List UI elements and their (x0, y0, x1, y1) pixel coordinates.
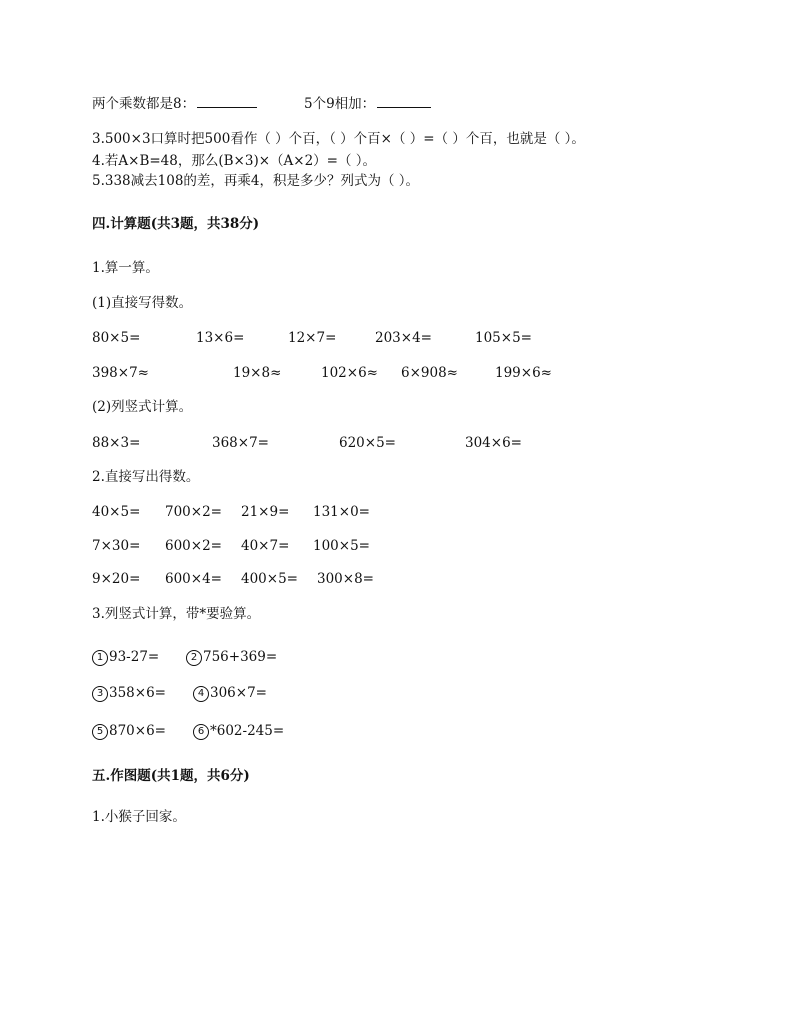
calc-item: 12×7= (288, 330, 337, 346)
expression: 756+369= (203, 649, 278, 665)
calc-item: 203×4= (375, 330, 432, 346)
question-5: 5.338减去108的差，再乘4，积是多少？列式为（ ）。 (92, 173, 420, 189)
calc-item: 300×8= (317, 571, 374, 587)
expression: *602-245= (210, 723, 285, 739)
calc-item: 600×2= (165, 538, 222, 554)
calc-item: 131×0= (313, 504, 370, 520)
question-3-title: 3.列竖式计算，带*要验算。 (92, 606, 261, 622)
question-2-title: 2.直接写出得数。 (92, 469, 200, 485)
calc-item: 600×4= (165, 571, 222, 587)
expression: 870×6= (109, 723, 166, 739)
vertical-calc-item (92, 684, 166, 702)
question-4: 4.若A×B=48，那么(B×3)×（A×2）=（ ）。 (92, 153, 377, 169)
calc-item: 13×6= (196, 330, 245, 346)
calc-item: 21×9= (241, 504, 290, 520)
answer-blank (377, 94, 431, 108)
circled-number: 5 (92, 724, 108, 740)
question-1-part2: (2)列竖式计算。 (92, 399, 193, 415)
calc-item: 620×5= (339, 435, 396, 451)
question-text: 5个9相加： (304, 96, 376, 112)
calc-item: 19×8≈ (233, 365, 282, 381)
calc-item: 304×6= (465, 435, 522, 451)
blank-question-1a (92, 94, 257, 113)
calc-item: 102×6≈ (321, 365, 378, 381)
answer-blank (197, 94, 257, 108)
expression: 93-27= (109, 649, 160, 665)
section-heading-drawing: 五.作图题(共1题，共6分) (92, 768, 250, 784)
calc-item: 700×2= (165, 504, 222, 520)
circled-number: 4 (193, 686, 209, 702)
circled-number: 1 (92, 650, 108, 666)
calc-item: 7×30= (92, 538, 141, 554)
calc-item: 6×908≈ (401, 365, 458, 381)
expression: 306×7= (210, 685, 267, 701)
question-1-monkey: 1.小猴子回家。 (92, 809, 186, 825)
calc-item: 398×7≈ (92, 365, 149, 381)
calc-item: 100×5= (313, 538, 370, 554)
circled-number: 3 (92, 686, 108, 702)
calc-item: 9×20= (92, 571, 141, 587)
calc-item: 400×5= (241, 571, 298, 587)
calc-item: 199×6≈ (495, 365, 552, 381)
question-1-title: 1.算一算。 (92, 260, 159, 276)
circled-number: 2 (186, 650, 202, 666)
vertical-calc-item (92, 648, 159, 666)
circled-number: 6 (193, 724, 209, 740)
vertical-calc-item (193, 722, 284, 740)
question-1-part1: (1)直接写得数。 (92, 295, 193, 311)
vertical-calc-item (186, 648, 277, 666)
expression: 358×6= (109, 685, 166, 701)
section-heading-calculation: 四.计算题(共3题，共38分) (92, 216, 260, 232)
vertical-calc-item (92, 722, 166, 740)
calc-item: 80×5= (92, 330, 141, 346)
calc-item: 88×3= (92, 435, 141, 451)
calc-item: 105×5= (475, 330, 532, 346)
calc-item: 368×7= (212, 435, 269, 451)
blank-question-1b (304, 94, 431, 113)
question-3: 3.500×3口算时把500看作（ ）个百，（ ）个百×（ ）=（ ）个百，也就是（ ）。 (92, 131, 585, 147)
vertical-calc-item (193, 684, 267, 702)
calc-item: 40×7= (241, 538, 290, 554)
calc-item: 40×5= (92, 504, 141, 520)
question-text: 两个乘数都是8： (92, 96, 196, 112)
